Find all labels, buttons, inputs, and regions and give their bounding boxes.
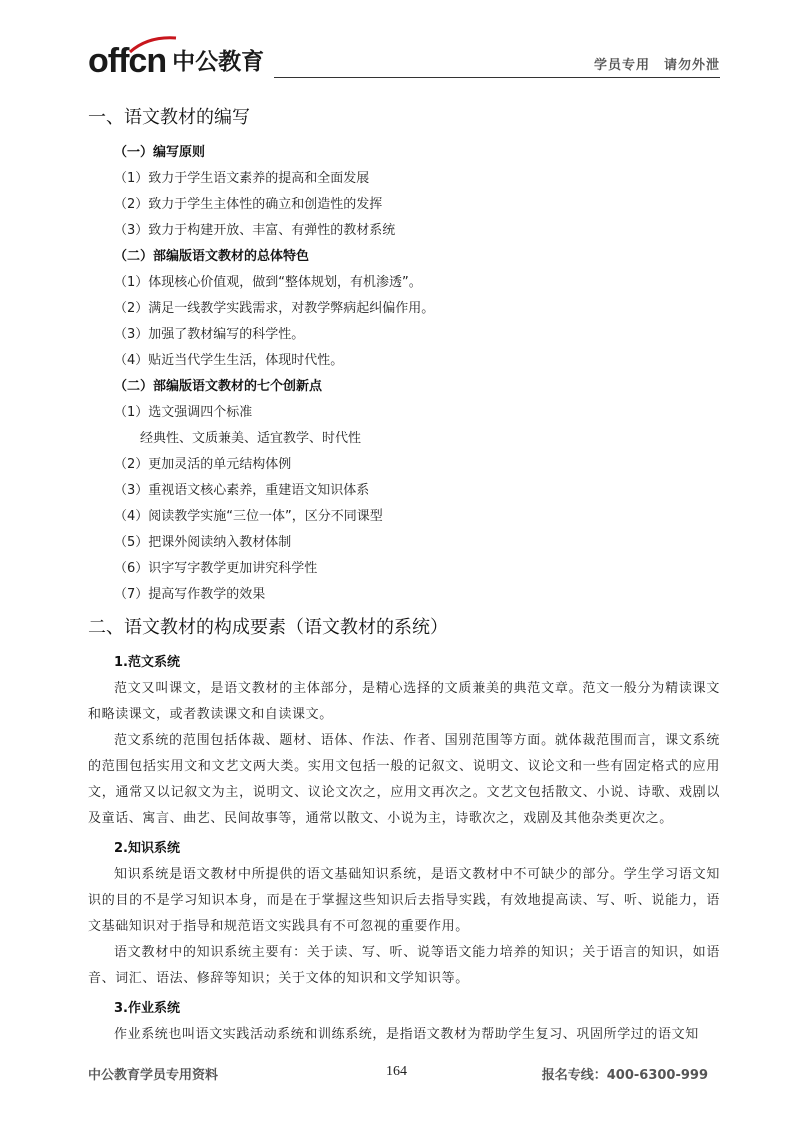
paragraph: 范文系统的范围包括体裁、题材、语体、作法、作者、国别范围等方面。就体裁范围而言，课文系统的范围包括实用文和文艺文两大类。实用文包括一般的记叙文、说明文、议论文和一些有固定格式的应用文，通常又以记叙文为主，说明文、议论文次之，应用文再次之。文艺文包括散文、小说、诗歌、戏剧以及童话、寓言、曲艺、民间故事等，通常以散文、小说为主，诗歌次之，戏剧及其他杂类更次之。 [88,733,720,826]
logo-chinese-name: 中公教育 [172,49,265,75]
paragraph: 语文教材中的知识系统主要有：关于读、写、听、说等语文能力培养的知识；关于语言的知识，如语音、词汇、语法、修辞等知识；关于文体的知识和文学知识等。 [88,945,720,986]
list-item: （1）选文强调四个标准 [114,405,253,420]
page-footer [88,1064,720,1088]
header-divider [274,77,720,78]
list-item: （3）致力于构建开放、丰富、有弹性的教材系统 [114,223,396,238]
part-3-title: 3.作业系统 [114,1001,180,1016]
section-2-title: 二、语文教材的构成要素（语文教材的系统） [88,617,448,638]
list-item: （7）提高写作教学的效果 [114,587,266,602]
list-item: （2）满足一线教学实践需求，对教学弊病起纠偏作用。 [114,301,435,316]
list-item: （4）贴近当代学生生活，体现时代性。 [114,353,344,368]
list-item: （1）致力于学生语文素养的提高和全面发展 [114,171,370,186]
footer-source: 中公教育学员专用资料 [88,1068,219,1083]
part-1-title: 1.范文系统 [114,655,180,670]
logo-swoosh-icon [128,34,178,54]
page-number: 164 [386,1064,407,1079]
paragraph: 知识系统是语文教材中所提供的语文基础知识系统，是语文教材中不可缺少的部分。学生学习语文知识的目的不是学习知识本身，而是在于掌握这些知识后去指导实践，有效地提高读、写、听、说能力，语文基础知识对于指导和规范语文实践具有不可忽视的重要作用。 [88,867,720,934]
list-item: （2）致力于学生主体性的确立和创造性的发挥 [114,197,383,212]
subsection-principles-title: （一）编写原则 [114,145,206,160]
page-content [88,104,720,1048]
paragraph: 范文又叫课文，是语文教材的主体部分，是精心选择的文质兼美的典范文章。范文一般分为精读课文和略读课文，或者教读课文和自读课文。 [88,681,720,722]
logo-wordmark: offcn [88,42,167,80]
list-item: （3）重视语文核心素养，重建语文知识体系 [114,483,370,498]
part-2-title: 2.知识系统 [114,841,180,856]
list-item: （5）把课外阅读纳入教材体制 [114,535,292,550]
footer-hotline: 报名专线：400-6300-999 [541,1068,708,1083]
list-item: （4）阅读教学实施“三位一体”，区分不同课型 [114,509,383,524]
section-1-title: 一、语文教材的编写 [88,107,250,128]
list-item: （2）更加灵活的单元结构体例 [114,457,292,472]
list-item: （1）体现核心价值观，做到“整体规划，有机渗透”。 [114,275,422,290]
page-header [88,40,720,84]
paragraph: 作业系统也叫语文实践活动系统和训练系统，是指语文教材为帮助学生复习、巩固所学过的语文知 [114,1027,699,1042]
offcn-logo [88,40,264,80]
header-confidential-tag: 学员专用 请勿外泄 [593,58,720,73]
list-item: （6）识字写字教学更加讲究科学性 [114,561,318,576]
subsection-innovations-title: （二）部编版语文教材的七个创新点 [114,379,323,394]
list-item: （3）加强了教材编写的科学性。 [114,327,305,342]
list-item-detail: 经典性、文质兼美、适宜教学、时代性 [140,431,362,446]
subsection-features-title: （二）部编版语文教材的总体特色 [114,249,310,264]
